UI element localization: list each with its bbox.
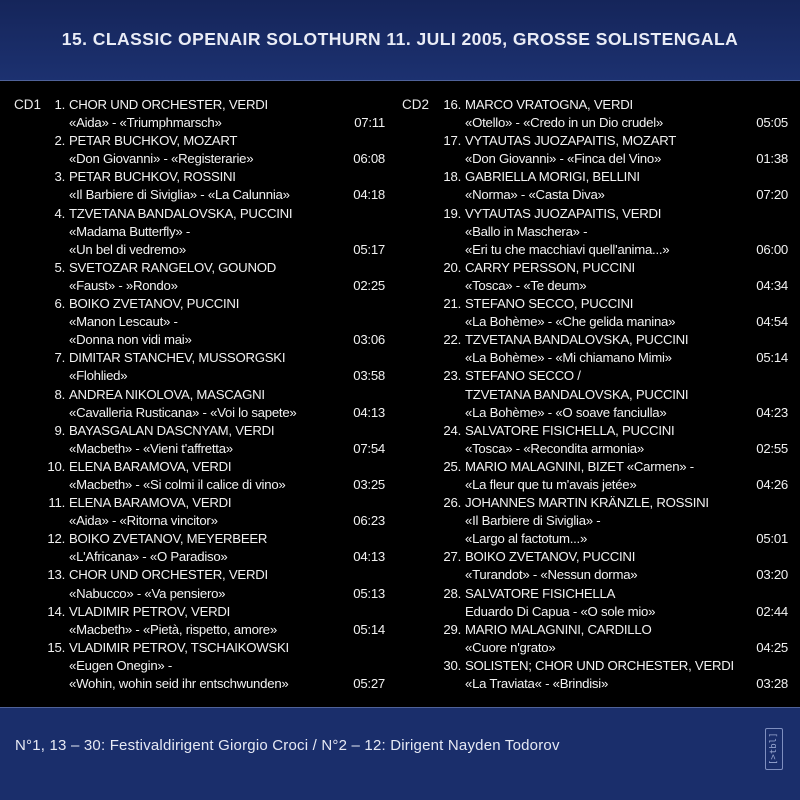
track-performer: CARRY PERSSON, PUCCINI [465,259,635,275]
track-item [400,259,788,295]
track-line [400,530,788,548]
track-line [0,548,385,566]
track-item [0,530,385,566]
tracklist-panel [0,80,800,708]
track-line [400,277,788,295]
track-line [400,241,788,259]
track-line [400,422,788,440]
track-number: 18. [443,169,461,185]
track-item [0,386,385,422]
track-work: «Madama Butterfly» - [69,223,191,239]
track-performer: SVETOZAR RANGELOV, GOUNOD [69,259,276,275]
track-line [0,440,385,458]
track-performer: PETAR BUCHKOV, ROSSINI [69,169,236,185]
track-work: «Norma» - «Casta Diva» [465,187,605,203]
track-line [400,639,788,657]
track-performer: VYTAUTAS JUOZAPAITIS, VERDI [465,205,662,221]
track-line [0,241,385,259]
track-number: 15. [47,639,65,655]
track-item [0,132,385,168]
track-item [400,295,788,331]
track-work: «Macbeth» - «Si colmi il calice di vino» [69,476,286,492]
track-item [0,603,385,639]
conductor-credits: N°1, 13 – 30: Festivaldirigent Giorgio Croci / N°2 – 12: Dirigent Nayden Todorov [15,737,560,754]
track-item [0,259,385,295]
track-performer: STEFANO SECCO / [465,368,581,384]
track-performer: MARCO VRATOGNA, VERDI [465,97,633,112]
track-performer: ANDREA NIKOLOVA, MASCAGNI [69,386,265,402]
track-item [400,585,788,621]
track-line [0,186,385,204]
track-item [0,295,385,349]
track-line [0,150,385,168]
track-line [400,367,788,385]
track-number: 23. [443,368,461,384]
track-duration: 05:17 [353,241,385,257]
track-line [0,96,385,114]
track-item [0,422,385,458]
track-line [400,205,788,223]
track-work: «La Traviata« - «Brindisi» [465,676,609,691]
track-item [400,205,788,259]
track-duration: 06:08 [353,151,385,167]
track-performer: TZVETANA BANDALOVSKA, PUCCINI [69,205,293,221]
track-duration: 04:25 [756,639,788,655]
track-item [400,621,788,657]
track-line [400,386,788,404]
page-title: 15. CLASSIC OPENAIR SOLOTHURN 11. JULI 2005, GROSSE SOLISTENGALA [61,29,739,49]
track-work: «Aida» - «Ritorna vincitor» [69,513,218,529]
track-line [0,530,385,548]
track-performer: GABRIELLA MORIGI, BELLINI [465,169,640,185]
track-number: 2. [54,133,65,149]
track-item [400,422,788,458]
track-item [0,96,385,132]
track-line [0,657,385,675]
track-duration: 05:27 [353,676,385,691]
track-item [400,458,788,494]
header-band [0,0,800,80]
track-line [400,675,788,693]
track-work: «Largo al factotum...» [465,531,588,547]
track-work: «Don Giovanni» - «Registerarie» [69,151,254,167]
track-number: 24. [443,422,461,438]
track-performer: BOIKO ZVETANOV, MEYERBEER [69,531,268,547]
track-work: «Tosca» - «Te deum» [465,277,587,293]
track-item [400,96,788,132]
track-line [400,440,788,458]
track-duration: 04:23 [756,404,788,420]
track-performer: SOLISTEN; CHOR UND ORCHESTER, VERDI [465,657,734,673]
track-number: 10. [47,458,65,474]
track-item [400,367,788,421]
track-item [0,349,385,385]
track-duration: 04:18 [353,187,385,203]
track-work: «Tosca» - «Recondita armonia» [465,440,644,456]
track-number: 11. [48,495,65,511]
track-work: «La Bohème» - «O soave fanciulla» [465,404,667,420]
track-number: 1. [54,97,65,112]
track-line [0,277,385,295]
track-number: 28. [443,585,461,601]
track-performer: SALVATORE FISICHELLA, PUCCINI [465,422,675,438]
track-line [400,259,788,277]
track-number: 16. [443,97,461,112]
track-line [0,313,385,331]
track-work: «La Bohème» - «Mi chiamano Mimi» [465,350,672,366]
track-work: «Nabucco» - «Va pensiero» [69,585,226,601]
track-work: «Donna non vidi mai» [69,332,192,348]
track-line [0,132,385,150]
track-item [400,548,788,584]
track-number: 3. [54,169,65,185]
track-line [400,512,788,530]
track-work: «Wohin, wohin seid ihr entschwunden» [69,676,289,691]
track-line [0,494,385,512]
track-performer: TZVETANA BANDALOVSKA, PUCCINI [465,332,689,348]
track-performer: VYTAUTAS JUOZAPAITIS, MOZART [465,133,677,149]
track-number: 29. [443,621,461,637]
track-line [400,476,788,494]
track-number: 19. [443,205,461,221]
track-line [400,96,788,114]
track-item [400,331,788,367]
track-number: 26. [443,495,461,511]
track-line [0,168,385,186]
track-line [400,150,788,168]
track-line [400,223,788,241]
track-number: 6. [54,296,65,312]
track-work: «Otello» - «Credo in un Dio crudel» [465,115,663,131]
track-number: 14. [47,603,65,619]
track-duration: 03:20 [756,567,788,583]
track-item [0,639,385,693]
track-line [0,404,385,422]
track-work: «Cuore n'grato» [465,639,556,655]
track-number: 25. [443,458,461,474]
track-duration: 05:13 [353,585,385,601]
track-item [0,566,385,602]
track-duration: 01:38 [756,151,788,167]
track-performer: STEFANO SECCO, PUCCINI [465,296,634,312]
track-item [400,132,788,168]
label-logo: [>tbl] [765,728,783,770]
cd1-track-list [0,96,385,693]
track-line [400,458,788,476]
track-number: 13. [47,567,65,583]
track-line [400,186,788,204]
track-line [0,512,385,530]
track-line [400,657,788,675]
track-work: «La Bohème» - «Che gelida manina» [465,314,676,330]
track-duration: 07:54 [353,440,385,456]
track-number: 8. [54,386,65,402]
track-duration: 03:25 [353,476,385,492]
track-work: «Macbeth» - «Pietà, rispetto, amore» [69,621,277,637]
track-performer: JOHANNES MARTIN KRÄNZLE, ROSSINI [465,495,709,511]
track-number: 4. [54,205,65,221]
track-line [400,313,788,331]
track-line [0,476,385,494]
track-performer: MARIO MALAGNINI, BIZET «Carmen» - [465,458,694,474]
track-performer: ELENA BARAMOVA, VERDI [69,495,232,511]
track-item [0,458,385,494]
track-item [0,168,385,204]
track-item [0,205,385,259]
track-work: «Turandot» - «Nessun dorma» [465,567,638,583]
track-duration: 05:14 [756,350,788,366]
track-performer: ELENA BARAMOVA, VERDI [69,458,232,474]
track-number: 30. [443,657,461,673]
track-line [400,404,788,422]
track-line [0,566,385,584]
track-duration: 05:01 [756,531,788,547]
track-line [0,386,385,404]
track-performer: BOIKO ZVETANOV, PUCCINI [69,296,240,312]
cd1-label: CD1 [14,97,42,112]
track-line [400,114,788,132]
track-line [400,132,788,150]
track-line [0,603,385,621]
track-duration: 03:58 [353,368,385,384]
track-number: 17. [443,133,461,149]
track-line [0,675,385,693]
track-line [0,458,385,476]
track-duration: 07:20 [756,187,788,203]
track-performer: PETAR BUCHKOV, MOZART [69,133,238,149]
track-item [400,657,788,693]
track-number: 7. [54,350,65,366]
track-duration: 04:13 [353,549,385,565]
track-duration: 04:26 [756,476,788,492]
track-line [0,295,385,313]
track-performer: VLADIMIR PETROV, TSCHAIKOWSKI [69,639,289,655]
track-line [400,566,788,584]
track-performer: VLADIMIR PETROV, VERDI [69,603,231,619]
track-duration: 05:05 [756,115,788,131]
track-line [0,223,385,241]
track-duration: 07:11 [354,115,385,131]
track-work: «Eri tu che macchiavi quell'anima...» [465,241,670,257]
track-work: «Cavalleria Rusticana» - «Voi lo sapete» [69,404,297,420]
track-line [400,494,788,512]
track-work: «L'Africana» - «O Paradiso» [69,549,228,565]
cd2-label: CD2 [402,97,430,112]
track-duration: 06:00 [756,241,788,257]
track-work: «Ballo in Maschera» - [465,223,588,239]
track-line [400,168,788,186]
track-line [400,548,788,566]
track-work: «Eugen Onegin» - [69,657,173,673]
track-work: «Un bel di vedremo» [69,241,186,257]
track-line [400,603,788,621]
track-duration: 04:13 [353,404,385,420]
track-work: «Faust» - »Rondo» [69,277,178,293]
track-number: 9. [54,422,65,438]
track-work: «Il Barbiere di Siviglia» - «La Calunnia» [69,187,290,203]
track-work: «Flohlied» [69,368,128,384]
track-line [0,349,385,367]
track-work: «Manon Lescaut» - [69,314,178,330]
track-line [400,349,788,367]
track-line [0,259,385,277]
track-duration: 02:55 [756,440,788,456]
track-number: 27. [443,549,461,565]
track-performer: CHOR UND ORCHESTER, VERDI [69,567,268,583]
track-work: «Il Barbiere di Siviglia» - [465,513,601,529]
track-item [400,494,788,548]
footer-band [0,708,800,800]
track-work: «Don Giovanni» - «Finca del Vino» [465,151,662,167]
track-line [0,621,385,639]
track-duration: 02:44 [756,603,788,619]
cd2-track-list [400,96,788,693]
track-work: TZVETANA BANDALOVSKA, PUCCINI [465,386,689,402]
track-duration: 02:25 [353,277,385,293]
track-duration: 04:54 [756,314,788,330]
track-performer: SALVATORE FISICHELLA [465,585,616,601]
track-number: 22. [443,332,461,348]
track-line [400,585,788,603]
track-line [0,205,385,223]
track-line [0,331,385,349]
track-performer: DIMITAR STANCHEV, MUSSORGSKI [69,350,286,366]
track-number: 20. [443,259,461,275]
track-work: «Macbeth» - «Vieni t'affretta» [69,440,233,456]
track-line [0,585,385,603]
track-number: 12. [47,531,65,547]
track-line [400,621,788,639]
track-line [400,331,788,349]
track-line [0,422,385,440]
track-item [0,494,385,530]
track-duration: 03:06 [353,332,385,348]
track-line [0,367,385,385]
track-duration: 06:23 [353,513,385,529]
track-line [0,639,385,657]
track-duration: 04:34 [756,277,788,293]
track-work: «La fleur que tu m'avais jetée» [465,476,637,492]
track-line [400,295,788,313]
track-performer: BAYASGALAN DASCNYAM, VERDI [69,422,275,438]
track-item [400,168,788,204]
track-number: 21. [443,296,461,312]
track-duration: 03:28 [756,676,788,691]
track-work: Eduardo Di Capua - «O sole mio» [465,603,656,619]
track-line [0,114,385,132]
track-performer: BOIKO ZVETANOV, PUCCINI [465,549,636,565]
track-duration: 05:14 [353,621,385,637]
track-performer: CHOR UND ORCHESTER, VERDI [69,97,268,112]
track-number: 5. [54,259,65,275]
track-performer: MARIO MALAGNINI, CARDILLO [465,621,652,637]
track-work: «Aida» - «Triumphmarsch» [69,115,222,131]
